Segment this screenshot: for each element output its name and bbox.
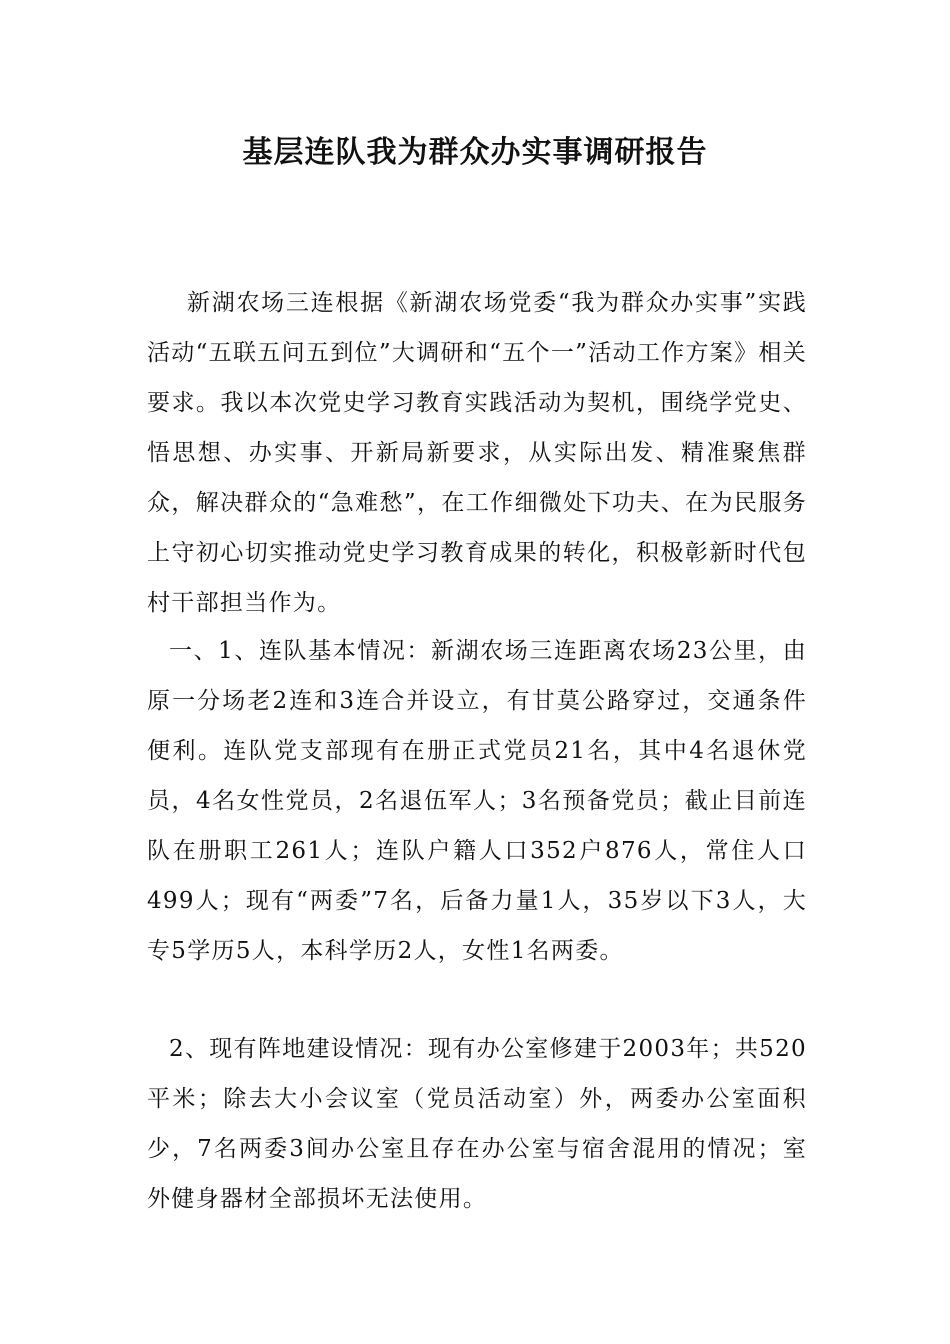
paragraph-facilities: 2、现有阵地建设情况：现有办公室修建于2003年；共520平米；除去大小会议室（党员活动室）外，两委办公室面积少，7名两委3间办公室且存在办公室与宿舍混用的情况；室外健身器材全部损坏无法使用。 — [147, 1036, 807, 1212]
document-title: 基层连队我为群众办实事调研报告 — [242, 135, 708, 170]
paragraph-basic-situation: 一、1、连队基本情况：新湖农场三连距离农场23公里，由原一分场老2连和3连合并设立，有甘莫公路穿过，交通条件便利。连队党支部现有在册正式党员21名，其中4名退休党员，4名女性党员，2名退伍军人；3名预备党员；截止目前连队在册职工261人；连队户籍人口352户876人，常住人口499人；现有“两委”7名，后备力量1人，35岁以下3人，大专5学历5人，本科学历2人，女性1名两委。 — [147, 638, 807, 964]
paragraph-intro: 新湖农场三连根据《新湖农场党委“我为群众办实事”实践活动“五联五问五到位”大调研和“五个一”活动工作方案》相关要求。我以本次党史学习教育实践活动为契机，围绕学党史、悟思想、办实事、开新局新要求，从实际出发、精准聚焦群众，解决群众的“急难愁”，在工作细微处下功夫、在为民服务上守初心切实推动党史学习教育成果的转化，积极彰新时代包村干部担当作为。 — [147, 290, 807, 616]
